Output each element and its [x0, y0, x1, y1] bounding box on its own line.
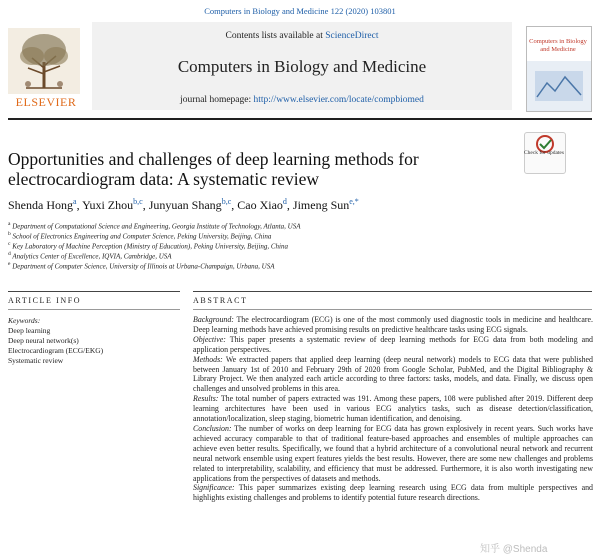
author-name[interactable]: Jimeng Sun	[292, 198, 350, 212]
affiliation-text: Analytics Center of Excellence, IQVIA, Cambridge, USA	[12, 252, 172, 261]
affiliation-text: Key Laboratory of Machine Perception (Ministry of Education), Peking University, Beijing, China	[12, 242, 289, 251]
abstract-rule-top	[193, 291, 592, 292]
homepage-label: journal homepage:	[180, 95, 252, 105]
affiliation	[8, 240, 568, 250]
author-name[interactable]: Shenda Hong	[8, 198, 73, 212]
abstract-label: Results:	[193, 394, 219, 404]
affiliation	[8, 260, 568, 270]
abstract-conclusion	[193, 424, 593, 483]
header-divider	[8, 118, 592, 120]
affiliation-text: School of Electronics Engineering and Computer Science, Peking University, Beijing, China	[12, 232, 272, 241]
contents-line	[92, 31, 512, 41]
author-sup[interactable]: b,c	[221, 197, 232, 206]
abstract-objective	[193, 335, 593, 355]
abstract-results	[193, 394, 593, 424]
homepage-link[interactable]: http://www.elsevier.com/locate/compbiomed	[253, 95, 424, 105]
author-name[interactable]: Junyuan Shang	[148, 198, 222, 212]
abstract-text: This paper presents a systematic review of deep learning methods for ECG data from both modeling and application perspectives.	[193, 334, 593, 354]
abstract-background	[193, 315, 593, 335]
author-sup[interactable]: d	[282, 197, 287, 206]
keyword-item[interactable]: Deep learning	[8, 326, 51, 335]
article-info-rule-top	[8, 291, 180, 292]
author-name[interactable]: Yuxi Zhou	[82, 198, 134, 212]
author-sup[interactable]: a	[73, 197, 77, 206]
article-info-heading: ARTICLE INFO	[8, 296, 82, 305]
affiliation-sup: e	[8, 261, 11, 267]
article-title: Opportunities and challenges of deep learning methods for electrocardiogram data: A systematic review	[8, 149, 419, 189]
abstract-text: The number of works on deep learning for ECG data has grown explosively in recent years. Such works have achieved accuracy comparable to that of traditional feature-based approaches and ensembles of multiple approaches can achieve even better results. Specifically, we found that a hybrid architecture of a convolutional neural network and recurrent neural network ensemble using expert features yields the best results. However, there are some new challenges and problems related to interpretability, scalability, and efficiency that must be addressed. Furthermore, it is also worth investigating new applications from the perspectives of datasets and methods.	[193, 423, 593, 483]
abstract-text: The electrocardiogram (ECG) is one of the most commonly used diagnostic tools in medicine and healthcare. Deep learning methods have achieved promising results on predictive healthcare tasks using ECG signals.	[193, 315, 593, 334]
keyword-item[interactable]: Systematic review	[8, 356, 64, 365]
affiliation-text: Department of Computer Science, University of Illinois at Urbana-Champaign, Urbana, USA	[12, 262, 275, 271]
keyword-item[interactable]: Deep neural network(s)	[8, 336, 79, 345]
author-sup[interactable]: e,*	[349, 197, 359, 206]
affiliation	[8, 220, 568, 230]
affiliation	[8, 230, 568, 240]
abstract-text: This paper summarizes existing deep learning research using ECG data from multiple perspectives and highlights existing challenges and problems to identify potential future research directions.	[193, 483, 593, 503]
abstract-text: The total number of papers extracted was 191. Among these papers, 108 were published after 2019. Different deep learning architectures have been used in various ECG analytics tasks, such as disease detection/classification, annotation/localization, sleep staging, biometric human identification, and denoising.	[193, 394, 593, 424]
publisher-name: ELSEVIER	[15, 95, 77, 109]
keyword-item[interactable]: Electrocardiogram (ECG/EKG)	[8, 346, 104, 355]
sciencedirect-link[interactable]: ScienceDirect	[325, 31, 379, 41]
author-sup[interactable]: b,c	[133, 197, 143, 206]
affiliation-sup: d	[8, 251, 11, 257]
homepage-line	[92, 95, 512, 105]
check-updates-label[interactable]: Check for updates	[524, 150, 565, 156]
author-name[interactable]: Cao Xiao	[237, 198, 283, 212]
abstract-label: Methods:	[193, 354, 223, 364]
watermark: 知乎 @Shenda	[480, 544, 548, 555]
affiliation	[8, 250, 568, 260]
abstract-rule	[193, 309, 592, 310]
abstract-label: Conclusion:	[193, 423, 232, 433]
affiliation-sup: c	[8, 241, 11, 247]
journal-reference[interactable]: Computers in Biology and Medicine 122 (2020) 103801	[204, 6, 396, 16]
abstract-body	[193, 315, 593, 503]
abstract-text: We extracted papers that applied deep learning (deep neural network) models to ECG data that were published between January 1st of 2010 and February 29th of 2020 from Google Scholar, PubMed, and the Digital Bibliography & Library Project. We then analyzed each article according to three factors: tasks, models, and data. Finally, we discuss open challenges and unsolved problems in this area.	[193, 354, 593, 394]
cover-title: Computers in Biology and Medicine	[529, 38, 587, 53]
author-list: Shenda Hong$^a$, Yuxi Zhou$^{b,c}$, Junyuan Shang$^{b,c}$, Cao Xiao$^d$, Jimeng Sun$^{e,*}$	[8, 197, 359, 212]
abstract-label: Background:	[193, 315, 234, 324]
abstract-label: Objective:	[193, 334, 226, 344]
journal-title: Computers in Biology and Medicine	[177, 57, 427, 76]
contents-prefix: Contents lists available at	[225, 31, 323, 41]
affiliation-text: Department of Computational Science and Engineering, Georgia Institute of Technology, Atlanta, USA	[12, 222, 301, 231]
affiliation-sup: a	[8, 221, 11, 227]
article-info-rule	[8, 309, 180, 310]
abstract-label: Significance:	[193, 483, 235, 493]
abstract-heading: ABSTRACT	[193, 296, 248, 305]
abstract-significance	[193, 483, 593, 503]
keywords-label: Keywords:	[8, 316, 41, 325]
abstract-methods	[193, 355, 593, 395]
affiliation-sup: b	[8, 231, 11, 237]
